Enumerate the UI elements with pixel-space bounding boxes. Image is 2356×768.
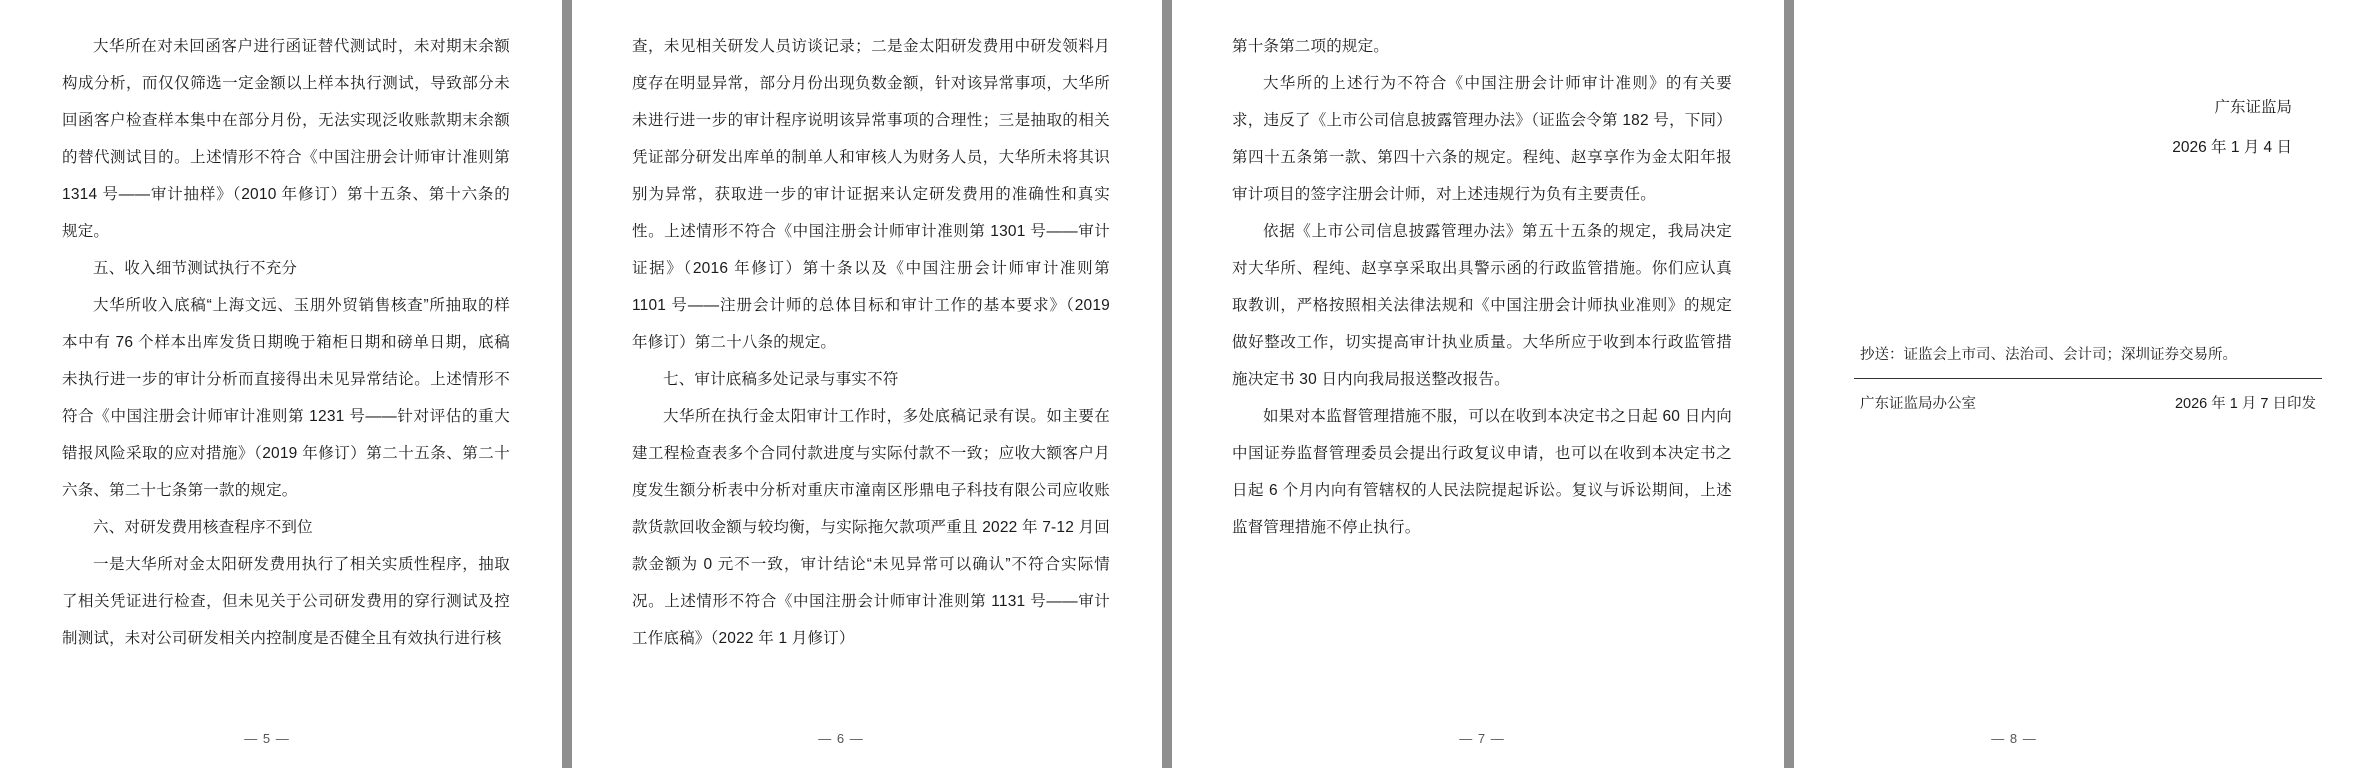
paragraph: 大华所收入底稿“上海文远、玉朋外贸销售核查”所抽取的样本中有 76 个样本出库发货日期晚于箱柜日期和磅单日期，底稿未执行进一步的审计分析而直接得出未见异常结论。上述情形不符合《中国注册会计师审计准则第 1231 号——针对评估的重大错报风险采取的应对措施》（2019 年修订）第二十五条、第二十六条、第二十七条第一款的规定。	[62, 297, 510, 499]
section-heading: 七、审计底稿多处记录与事实不符	[663, 371, 899, 388]
issuer-name: 广东证监局	[2214, 99, 2292, 116]
distribution-block	[1854, 338, 2322, 421]
paragraph: 如果对本监督管理措施不服，可以在收到本决定书之日起 60 日内向中国证券监督管理委员会提出行政复议申请，也可以在收到本决定书之日起 6 个月内向有管辖权的人民法院提起诉讼。复议与诉讼期间，上述监督管理措施不停止执行。	[1232, 408, 1732, 536]
distribution-line: 抄送：证监会上市司、法治司、会计司；深圳证券交易所。	[1854, 338, 2322, 379]
page-6-body	[632, 28, 1110, 657]
issuing-office: 广东证监局办公室	[1860, 396, 1976, 412]
section-heading: 五、收入细节测试执行不充分	[93, 260, 298, 277]
page-gap	[562, 0, 572, 768]
page-gap	[1784, 0, 1794, 768]
paragraph: 大华所在执行金太阳审计工作时，多处底稿记录有误。如主要在建工程检查表多个合同付款进度与实际付款不一致；应收大额客户月度发生额分析表中分析对重庆市潼南区彤鼎电子科技有限公司应收账款货款回收金额与较均衡，与实际拖欠款项严重且 2022 年 7-12 月回款金额为 0 元不一致，审计结论“未见异常可以确认”不符合实际情况。上述情形不符合《中国注册会计师审计准则第 1131 号——审计工作底稿》（2022 年 1 月修订）	[632, 408, 1110, 647]
page-5-body	[62, 28, 510, 657]
document-page-8	[1794, 0, 2356, 768]
paragraph: 大华所的上述行为不符合《中国注册会计师审计准则》的有关要求，违反了《上市公司信息披露管理办法》（证监会令第 182 号，下同）第四十五条第一款、第四十六条的规定。程纯、赵享享作为金太阳年报审计项目的签字注册会计师，对上述违规行为负有主要责任。	[1232, 75, 1732, 203]
page-number: — 6 —	[818, 731, 864, 746]
page-gap	[1162, 0, 1172, 768]
spacer	[1854, 168, 2322, 338]
section-heading: 六、对研发费用核查程序不到位	[93, 519, 313, 536]
page-7-body	[1232, 28, 1732, 546]
paragraph: 查，未见相关研发人员访谈记录；二是金太阳研发费用中研发领料月度存在明显异常，部分月份出现负数金额，针对该异常事项，大华所未进行进一步的审计程序说明该异常事项的合理性；三是抽取的相关凭证部分研发出库单的制单人和审核人为财务人员，大华所未将其识别为异常，获取进一步的审计证据来认定研发费用的准确性和真实性。上述情形不符合《中国注册会计师审计准则第 1301 号——审计证据》（2016 年修订）第十条以及《中国注册会计师审计准则第 1101 号——注册会计师的总体目标和审计工作的基本要求》（2019 年修订）第二十八条的规定。	[632, 38, 1110, 351]
document-page-5	[0, 0, 562, 768]
document-page-6	[572, 0, 1162, 768]
paragraph: 依据《上市公司信息披露管理办法》第五十五条的规定，我局决定对大华所、程纯、赵享享采取出具警示函的行政监管措施。你们应认真取教训，严格按照相关法律法规和《中国注册会计师执业准则》的规定做好整改工作，切实提高审计执业质量。大华所应于收到本行政监管措施决定书 30 日内向我局报送整改报告。	[1232, 223, 1732, 388]
document-page-7	[1172, 0, 1784, 768]
page-number: — 7 —	[1459, 731, 1505, 746]
page-footer	[1854, 379, 2322, 421]
signature-block	[1854, 88, 2322, 168]
paragraph: 第十条第二项的规定。	[1232, 38, 1390, 55]
paragraph: 大华所在对未回函客户进行函证替代测试时，未对期末余额构成分析，而仅仅筛选一定金额以上样本执行测试，导致部分未回函客户检查样本集中在部分月份，无法实现泛收账款期末余额的替代测试目的。上述情形不符合《中国注册会计师审计准则第 1314 号——审计抽样》（2010 年修订）第十五条、第十六条的规定。	[62, 38, 510, 240]
page-number: — 5 —	[244, 731, 290, 746]
issue-date: 2026 年 1 月 4 日	[2172, 139, 2292, 156]
print-date: 2026 年 1 月 7 日印发	[2174, 396, 2316, 412]
paragraph: 一是大华所对金太阳研发费用执行了相关实质性程序，抽取了相关凭证进行检查，但未见关于公司研发费用的穿行测试及控制测试，未对公司研发相关内控制度是否健全且有效执行进行核	[62, 556, 510, 647]
page-number: — 8 —	[1991, 731, 2037, 746]
